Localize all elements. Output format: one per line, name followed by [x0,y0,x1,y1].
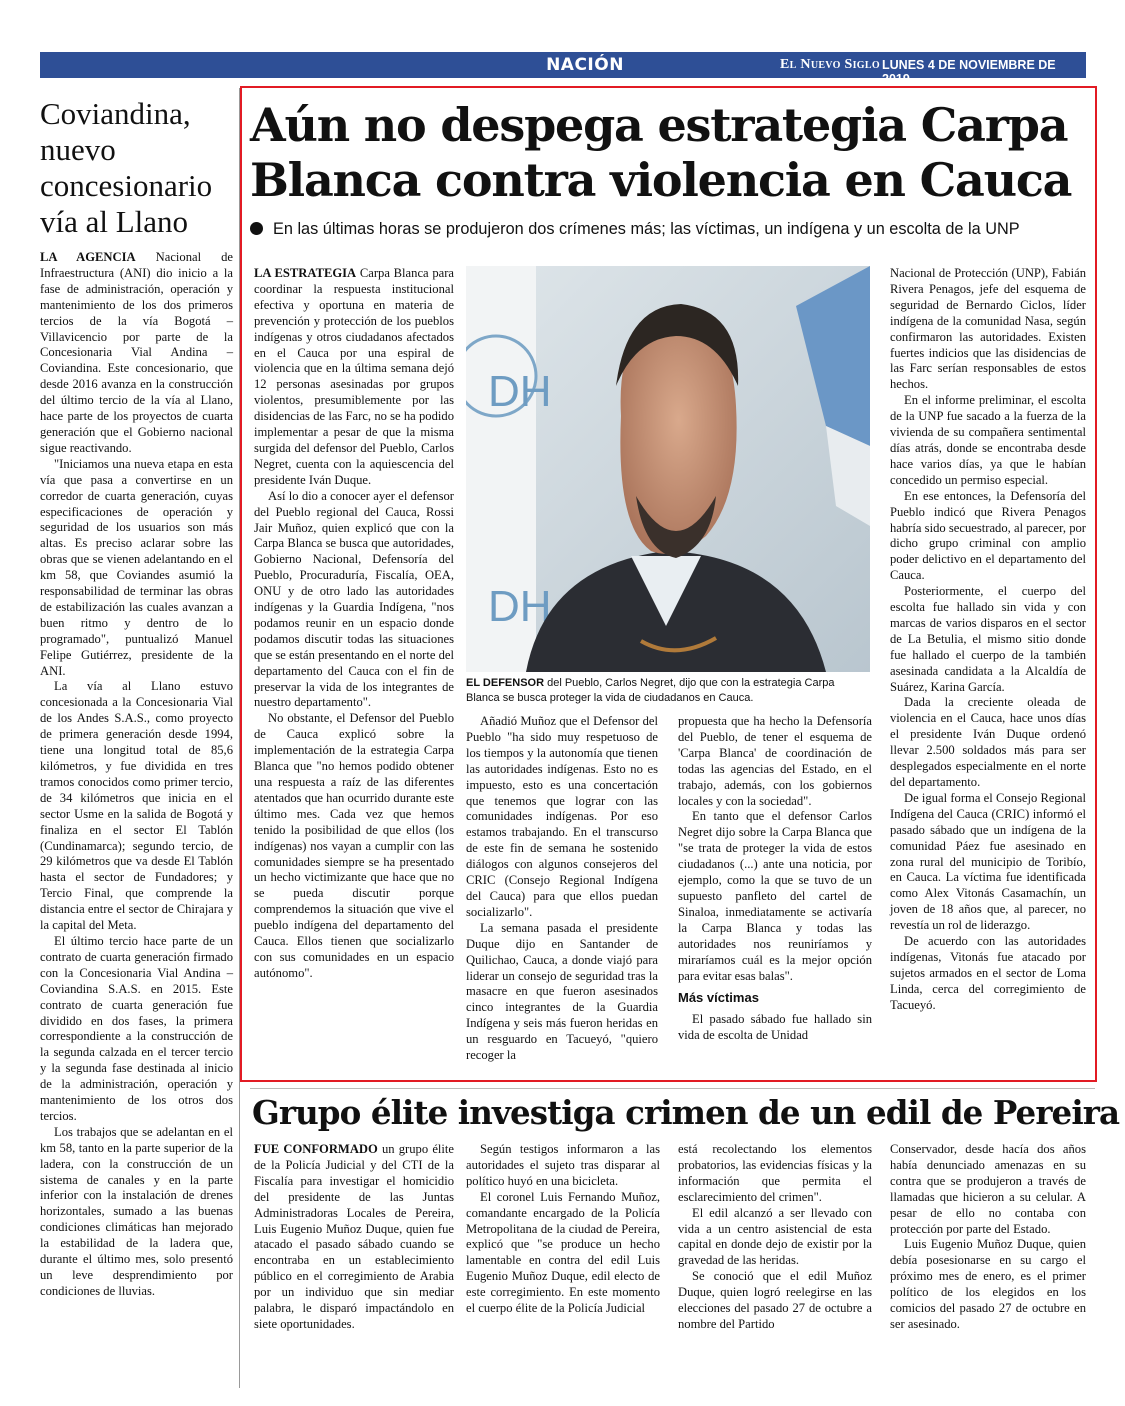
second-article-column-2 [466,1142,660,1317]
article-paragraph: Luis Eugenio Muñoz Duque, quien debía posesionarse en su cargo el próximo mes de enero, es el primer político de los elegidos en los comicios del pasado 27 de octubre en ser asesinado. [890,1237,1086,1331]
article-paragraph: No obstante, el Defensor del Pueblo de Cauca explicó sobre la implementación de la estrategia Carpa Blanca que "no hemos podido obtener una respuesta a raíz de las diferentes atentados que han ocurrido durante este último mes. Cada vez que hemos tenido la posibilidad de que ellos (los indígenas) nos vayan a cumplir con las comunidades siempre se ha presentado un hecho victimizante que hace que no se pueda discutir porque comprendemos la situación que vive el pueblo indígena del departamento del Cauca. Ellos tienen que socializarlo con sus comunidades en un espacio autónomo". [254,711,454,980]
main-article-column-4 [890,266,1086,1014]
svg-text:DH: DH [488,582,552,631]
bullet-icon [250,222,263,235]
second-article-column-4 [890,1142,1086,1333]
article-paragraph: Nacional de Protección (UNP), Fabián Rivera Penagos, jefe del esquema de seguridad de Bernardo Ciclos, líder indígena de la comunidad Nasa, según confirmaron las autoridades. Existen fuertes indicios que las disidencias de las Farc serían responsables de estos hechos. [890,266,1086,392]
photo-caption: EL DEFENSOR del Pueblo, Carlos Negret, dijo que con la estrategia Carpa Blanca se busca proteger la vida de ciudadanos en Cauca. [466,677,835,704]
article-paragraph: Posteriormente, el cuerpo del escolta fue hallado sin vida y con marcas de varios disparos en el sector de La Betulia, el mismo sitio donde fue hallado el cuerpo de la también asesinada candidata a la Alcaldía de Suárez, Karina García. [890,584,1086,694]
main-article-column-2 [466,714,658,1064]
article-paragraph: FUE CONFORMADO un grupo élite de la Policía Judicial y del CTI de la Fiscalía para investigar el homicidio del presidente de las Juntas Administradoras Locales de Pereira, Luis Eugenio Muñoz Duque, quien fue atacado el pasado sábado cuando se encontraba en un establecimiento público en el corregimiento de Arabia por un individuo que sin mediar palabra, le disparó impactándolo en siete oportunidades. [254,1142,454,1331]
article-paragraph: El coronel Luis Fernando Muñoz, comandante encargado de la Policía Metropolitana de la ciudad de Pereira, explicó que "se produce un hecho lamentable en contra del edil Luis Eugenio Muñoz Duque, edil electo de este corregimiento. En este momento el cuerpo élite de la Policía Judicial [466,1189,660,1316]
sidebar-lead: LA AGENCIA [40,250,136,264]
article-divider [250,1088,1095,1089]
sidebar-headline: Coviandina, nuevo concesionario vía al Llano [40,96,213,239]
portrait-illustration [466,266,870,672]
newspaper-masthead: El Nuevo Siglo [780,57,880,72]
issue-date: LUNES 4 DE NOVIEMBRE DE 2019 [882,58,1056,86]
article-paragraph: El pasado sábado fue hallado sin vida de escolta de Unidad [678,1012,872,1043]
article-paragraph: está recolectando los elementos probatorios, las evidencias físicas y la información que permita el esclarecimiento del crimen". [678,1142,872,1204]
article-paragraph: De igual forma el Consejo Regional Indígena del Cauca (CRIC) informó el pasado sábado que un indígena de la comunidad Páez fue asesinado en zona rural del municipio de Toribío, en Cauca. La víctima fue identificada como Alex Vitonás Casamachín, un joven de 18 años que, al parecer, no revestía un rol de liderazgo. [890,790,1086,933]
article-paragraph: La semana pasada el presidente Duque dijo en Santander de Quilichao, Cauca, a donde viajó para liderar un consejo de seguridad tras la masacre en que fueron asesinados cinco integrantes de la Guardia Indígena y seis más fueron heridas en un resguardo en Tacueyó, "quiero recoger la [466,920,658,1063]
main-article-column-3 [678,714,872,1044]
sidebar-article-body [40,250,233,1300]
sidebar-paragraph: Los trabajos que se adelantan en el km 58, tanto en la parte superior de la ladera, con la construcción de un sistema de canales y en la parte inferior con la instalación de drenes horizontales, sumado a las buenas condiciones climáticas han mejorado la estabilidad de la ladera que, durante el último mes, solo presentó un leve desprendimiento por condiciones de lluvias. [40,1124,233,1298]
second-article-column-1 [254,1142,454,1333]
article-paragraph: Se conoció que el edil Muñoz Duque, quien logró reelegirse en las elecciones del pasado 27 de octubre a nombre del Partido [678,1269,872,1331]
section-subtitle: Más víctimas [678,990,759,1006]
article-paragraph: De acuerdo con las autoridades indígenas, Vitonás fue atacado por sujetos armados en el sector de Loma Linda, cerca del corregimiento de Tacueyó. [890,934,1086,1012]
second-article-column-3 [678,1142,872,1333]
page-header-bar [40,52,1119,86]
article-paragraph: En el informe preliminar, el escolta de la UNP fue sacado a la fuerza de la vivienda de su compañera sentimental días atrás, donde se encontraba desde hace varios días, ya que le habían concedido un permiso especial. [890,393,1086,487]
sidebar-paragraph: "Iniciamos una nueva etapa en esta vía que pasa a convertirse en un corredor de cuarta generación, cuyas especificaciones de operación y seguridad de los usuarios son más altas. Es preciso aclarar sobre las obras que se vienen adelantando en el km 58, que Coviandes asumió la responsabilidad de terminar las obras de estabilización las cuales avanzan a buen ritmo y dentro de lo programado", puntualizó Manuel Felipe Gutiérrez, presidente de la ANI. [40,456,233,678]
main-lead: LA ESTRATEGIA [254,266,357,280]
article-paragraph: propuesta que ha hecho la Defensoría del Pueblo, de tener el esquema de 'Carpa Blanca' de coordinación de todas las agencias del Estado, en el trabajo, además, con los gobiernos locales y con la sociedad". [678,714,872,808]
defensor-photo [466,266,870,672]
page-number: 9B [1094,54,1119,75]
article-paragraph: En ese entonces, la Defensoría del Pueblo indicó que Rivera Penagos habría sido secuestrado, al parecer, por dicho grupo criminal con amplio poder delictivo en el departamento del Cauca. [890,488,1086,583]
main-headline: Aún no despega estrategia Carpa Blanca contra violencia en Cauca [250,98,1072,207]
second-lead: FUE CONFORMADO [254,1142,378,1156]
sidebar-paragraph: La vía al Llano estuvo concesionada a la Concesionaria Vial de los Andes S.A.S., como proyecto de primera generación desde 1994, tiene una longitud total de 85,6 kilómetros, y fue dividida en tres tramos conocidos como primer tercio, de 34 kilómetros que inicia en el sector Usme en la salida de Bogotá y finaliza en el sector El Tablón (Cundinamarca); segundo tercio, de 29 kilómetros que va desde El Tablón hasta el sector de Fundadores; y Tercio Final, que comprende la distancia entre el sector de Chirajara y la capital del Meta. [40,679,234,933]
sidebar-paragraph: LA AGENCIA Nacional de Infraestructura (ANI) dio inicio a la fase de administración, operación y mantenimiento de los dos primeros tercios de la vía Bogotá – Villavicencio por parte de la Concesionaria Vial Andina – Coviandina. Este concesionario, que desde 2016 avanza en la construcción del último tercio de la vía al Llano, hace parte de los proyectos de cuarta generación que el Gobierno nacional sigue reactivando. [40,250,233,455]
article-paragraph: Dada la creciente oleada de violencia en el Cauca, hace unos días el presidente Iván Duque ordenó llevar 2.500 soldados más para ser desplegados especialmente en el norte del departamento. [890,695,1086,789]
article-paragraph: Así lo dio a conocer ayer el defensor del Pueblo regional del Cauca, Rossi Jair Muñoz, quien explicó que con la Carpa Blanca se busca que autoridades, Gobierno Nacional, Defensoría del Pueblo, Procuraduría, Fiscalía, OEA, ONU y de otro lado las autoridades indígenas y la Guardia Indígena, "nos podamos reunir en un espacio donde podamos discutir todas las situaciones que se están presentando en el norte del departamento del Cauca con el fin de preservar la vida de los integrantes de nuestro departamento". [254,488,454,710]
sidebar-paragraph: El último tercio hace parte de un contrato de cuarta generación firmado con la Concesionaria Vial Andina – Coviandina S.A.S. en 2015. Este contrato de cuarta generación fue dividido en dos fases, la primera correspondiente a la construcción de la segunda calzada en el tercer tercio y la segunda fase destinada al inicio de la administración, operación y mantenimiento de los otros dos tercios. [40,933,233,1123]
article-paragraph: El edil alcanzó a ser llevado con vida a un centro asistencial de esta capital en donde dejo de existir por la gravedad de las heridas. [678,1205,872,1268]
article-paragraph: Conservador, desde hacía dos años había denunciado amenazas en su contra que se produjeron a través de llamadas que hicieron a su celular. A pesar de ello no contaba con protección por parte del Estado. [890,1142,1086,1236]
section-label: NACIÓN [546,55,624,75]
article-paragraph: Según testigos informaron a las autoridades el sujeto tras disparar al político huyó en una bicicleta. [466,1142,660,1188]
main-article-column-1 [254,266,454,982]
second-headline: Grupo élite investiga crimen de un edil de Pereira [252,1093,1120,1132]
article-paragraph: En tanto que el defensor Carlos Negret dijo sobre la Carpa Blanca que "se trata de proteger la vida de estos ciudadanos (...) ante una noticia, por ejemplo, como la que se tuvo de un supuesto panfleto del cartel de Sinaloa, inmediatamente se activaría la Carpa Blanca y todas las autoridades nos reuniríamos y miraríamos cuál es la mejor opción para evitar esas balas". [678,809,872,983]
article-paragraph: Añadió Muñoz que el Defensor del Pueblo "ha sido muy respetuoso de los tiempos y la autonomía que tienen las autoridades indígenas. Esto no es impuesto, esto es una concertación que tenemos que lograr con las comunidades indígenas. Por eso estamos trabajando. En el transcurso de este fin de semana he sostenido diálogos con algunos consejeros del CRIC (Consejo Regional Indígena del Cauca) para que ellos puedan socializarlo". [466,714,658,919]
article-paragraph: LA ESTRATEGIA Carpa Blanca para coordinar la respuesta institucional efectiva y oportuna en materia de prevención y protección de los pueblos indígenas y otros ciudadanos afectados en el Cauca por una espiral de violencia que en la última semana dejó 12 personas asesinadas por grupos violentos, presumiblemente por las disidencias de las Farc, no se ha podido implementar a pesar de que la misma surgida del defensor del Pueblo, Carlos Negret, cuenta con la aquiescencia del presidente Iván Duque. [254,266,454,487]
main-subheadline: En las últimas horas se produjeron dos crímenes más; las víctimas, un indígena y un escolta de la UNP [250,220,1095,239]
svg-text:DH: DH [488,367,552,416]
